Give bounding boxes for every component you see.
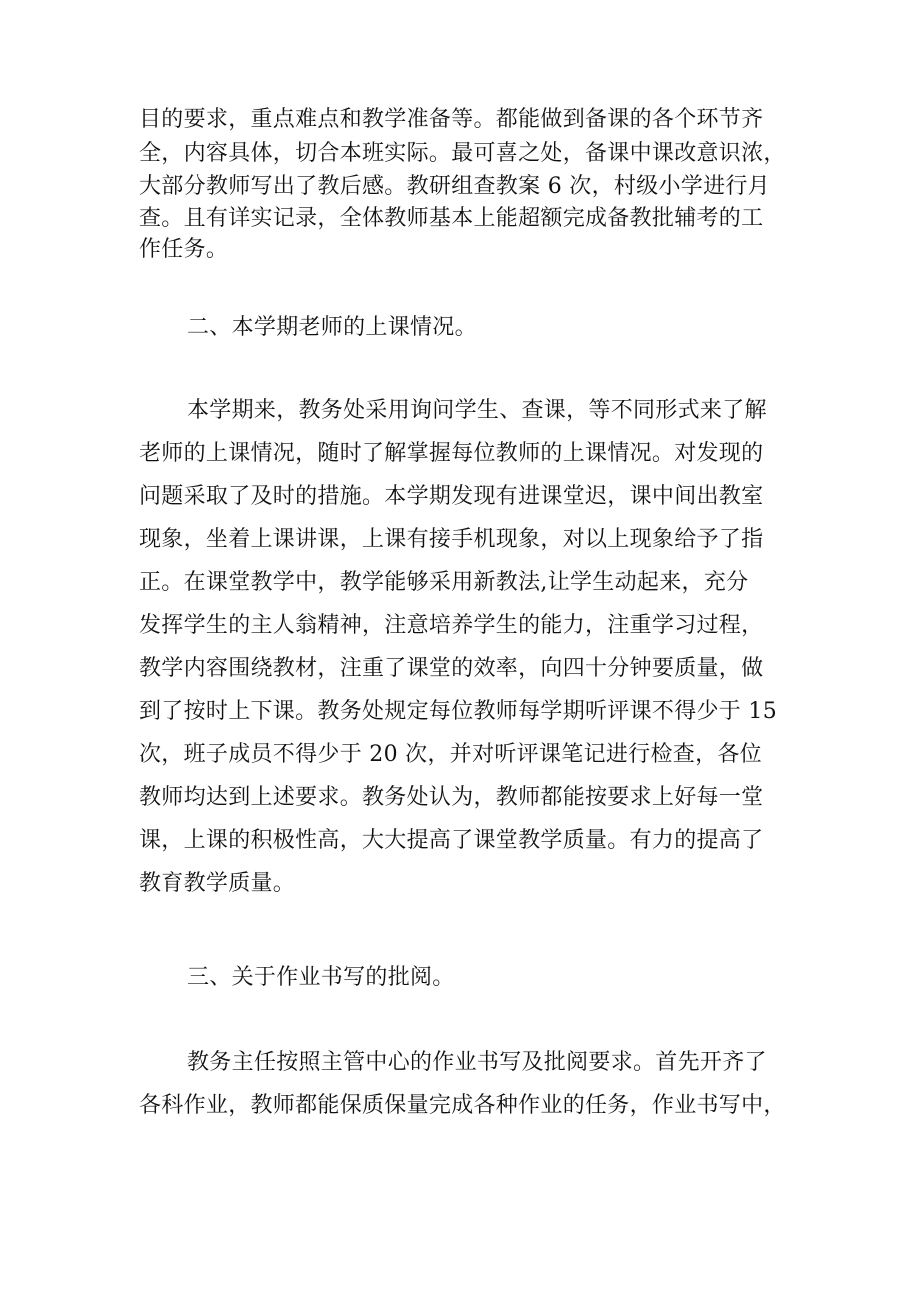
paragraph-2-line-12: 教育教学质量。 <box>139 871 296 896</box>
paragraph-2-line-3: 问题采取了及时的措施。本学期发现有进课堂迟，课中间出教室 <box>139 484 764 509</box>
paragraph-2-line-5: 正。在课堂教学中，教学能够采用新教法,让学生动起来，充分 <box>139 570 749 595</box>
paragraph-1-line-5: 作任务。 <box>139 237 229 262</box>
paragraph-2-line-10: 教师均达到上述要求。教务处认为，教师都能按要求上好每一堂 <box>139 785 764 810</box>
paragraph-1-line-1: 目的要求，重点难点和教学准备等。都能做到备课的各个环节齐 <box>139 107 764 132</box>
paragraph-3-line-1: 教务主任按照主管中心的作业书写及批阅要求。首先开齐了 <box>187 1050 767 1075</box>
paragraph-1-line-2: 全，内容具体，切合本班实际。最可喜之处，备课中课改意识浓， <box>139 141 786 166</box>
section-heading-2: 二、本学期老师的上课情况。 <box>187 315 477 340</box>
paragraph-2-line-1: 本学期来，教务处采用询问学生、查课，等不同形式来了解 <box>187 398 767 423</box>
paragraph-2-line-6: 发挥学生的主人翁精神，注意培养学生的能力，注重学习过程， <box>139 613 764 638</box>
paragraph-2-line-8: 到了按时上下课。教务处规定每位教师每学期听评课不得少于 15 <box>139 699 777 724</box>
paragraph-2-line-9: 次，班子成员不得少于 20 次，并对听评课笔记进行检查，各位 <box>139 742 762 767</box>
paragraph-1-line-4: 查。且有详实记录，全体教师基本上能超额完成备教批辅考的工 <box>139 206 764 231</box>
paragraph-2-line-4: 现象，坐着上课讲课，上课有接手机现象，对以上现象给予了指 <box>139 527 764 552</box>
paragraph-3-line-2: 各科作业，教师都能保质保量完成各种作业的任务，作业书写中， <box>139 1093 786 1118</box>
paragraph-2-line-2: 老师的上课情况，随时了解掌握每位教师的上课情况。对发现的 <box>139 441 764 466</box>
paragraph-2-line-11: 课，上课的积极性高，大大提高了课堂教学质量。有力的提高了 <box>139 828 764 853</box>
section-heading-3: 三、关于作业书写的批阅。 <box>187 965 455 990</box>
paragraph-2-line-7: 教学内容围绕教材，注重了课堂的效率，向四十分钟要质量，做 <box>139 656 764 681</box>
paragraph-1-line-3: 大部分教师写出了教后感。教研组查教案 6 次，村级小学进行月 <box>139 174 770 199</box>
